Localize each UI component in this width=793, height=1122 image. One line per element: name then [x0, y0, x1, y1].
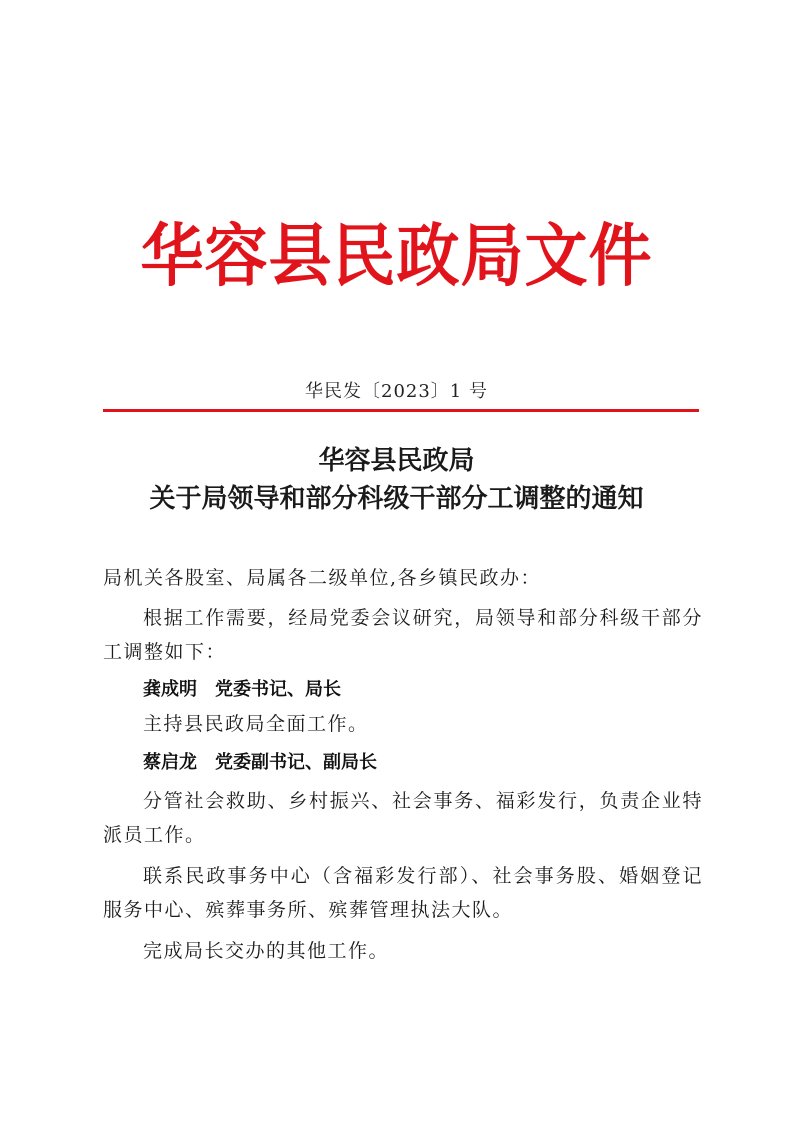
red-divider-line [103, 409, 699, 412]
leader-duty-paragraph: 分管社会救助、乡村振兴、社会事务、福彩发行，负责企业特派员工作。 [103, 790, 703, 846]
leader-duty-paragraph: 联系民政事务中心（含福彩发行部）、社会事务股、婚姻登记服务中心、殡葬事务所、殡葬管理执法大队。 [103, 865, 703, 921]
leader-position: 党委副书记、副局长 [215, 752, 377, 773]
document-number: 华民发〔2023〕1 号 [305, 381, 488, 402]
leader-heading-1 [143, 675, 341, 705]
notice-title-subject: 关于局领导和部分科级干部分工调整的通知 [149, 484, 644, 514]
addressee-line: 局机关各股室、局属各二级单位,各乡镇民政办： [103, 567, 542, 589]
leader-duty-paragraph: 主持县民政局全面工作。 [143, 713, 369, 735]
leader-heading-2 [143, 748, 377, 778]
leader-duty-paragraph: 完成局长交办的其他工作。 [143, 940, 390, 962]
intro-paragraph: 根据工作需要，经局党委会议研究，局领导和部分科级干部分工调整如下： [103, 607, 703, 663]
masthead-title: 华容县民政局文件 [140, 217, 653, 296]
leader-name: 龚成明 [143, 679, 197, 700]
leader-name: 蔡启龙 [143, 752, 197, 773]
notice-title-issuer: 华容县民政局 [318, 446, 475, 476]
leader-position: 党委书记、局长 [215, 679, 341, 700]
